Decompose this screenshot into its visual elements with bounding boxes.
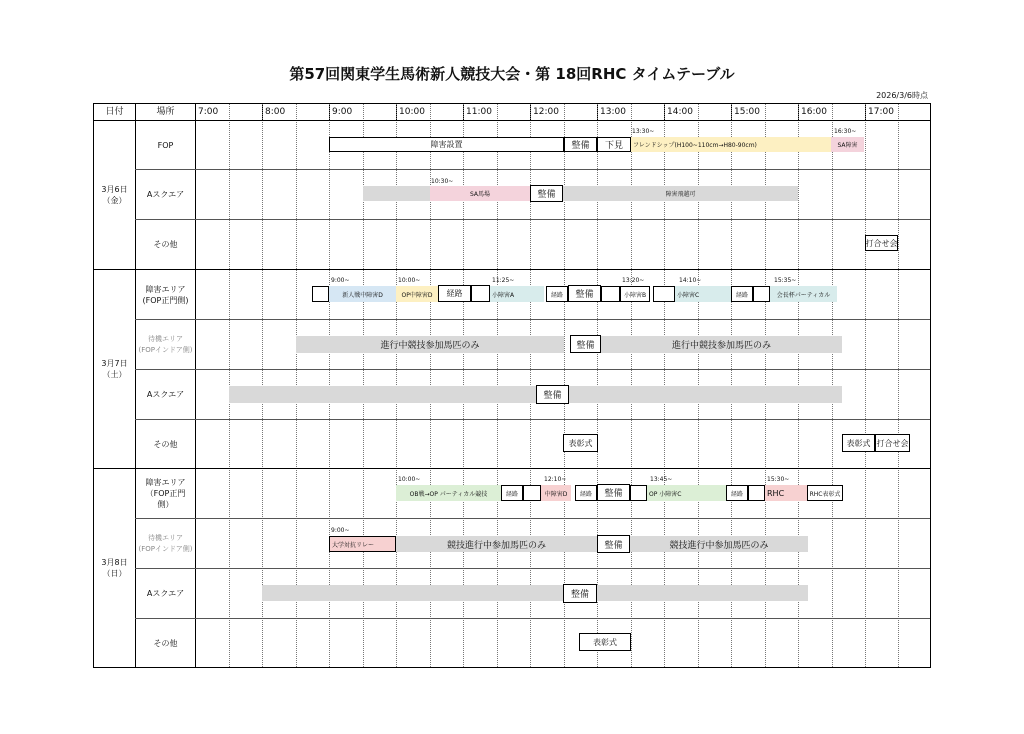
event-award-ceremony: 表彰式 (579, 633, 631, 651)
time-label: 15:35~ (774, 277, 797, 284)
day-label-0308: 3月8日 （日） (101, 558, 128, 578)
header-time-1100: 11:00 (466, 107, 492, 117)
header-time-1500: 15:00 (734, 107, 760, 117)
place-other: その他 (153, 638, 178, 648)
event-course-change: 経路 (438, 285, 471, 302)
event-jumping-allowed: 障害飛越可 (563, 186, 798, 201)
event-maintenance: 整備 (563, 584, 597, 603)
time-label: 13:20~ (622, 277, 645, 284)
header-time-1000: 10:00 (399, 107, 425, 117)
time-label: 16:30~ (834, 128, 857, 135)
event-meeting: 打合せ会 (865, 235, 898, 251)
event-maintenance: 整備 (530, 185, 563, 202)
place-other: その他 (153, 439, 178, 449)
event-blank (601, 286, 620, 302)
event-university-relay: 大学対抗リレー (329, 536, 396, 552)
event-rhc-award: RHC表彰式 (807, 485, 843, 501)
event-maintenance: 整備 (568, 285, 601, 302)
event-obstacle-setup: 障害設置 (329, 137, 564, 152)
as-of-date: 2026/3/6時点 (876, 91, 928, 100)
event-small-obstacle-b: 小障害B (620, 286, 650, 302)
event-blank (312, 286, 329, 302)
event-maintenance: 整備 (570, 335, 601, 353)
header-time-0800: 8:00 (265, 107, 286, 117)
event-gray-block (262, 585, 808, 601)
day-label-0306: 3月6日 （金） (101, 185, 128, 205)
time-label: 13:30~ (632, 128, 655, 135)
event-maintenance: 整備 (597, 535, 630, 553)
event-ob-op-puissance: OB戦→OP パーティカル競技 (396, 485, 501, 501)
event-in-progress-only: 競技進行中参加馬匹のみ (396, 536, 597, 552)
event-president-cup: 会長杯パーティカル (770, 286, 837, 302)
header-time-1200: 12:00 (533, 107, 559, 117)
place-fop: FOP (157, 140, 174, 150)
event-op-small-obstacle-c: OP 小障害C (647, 485, 726, 501)
time-label: 9:00~ (331, 277, 350, 284)
header-time-1700: 17:00 (868, 107, 894, 117)
header-time-1600: 16:00 (801, 107, 827, 117)
place-obstacle-area: 障害エリア （FOP正門 側） (145, 478, 186, 509)
event-gray-block (363, 186, 430, 201)
event-course-walk: 下見 (597, 137, 631, 152)
event-novice-mid-obstacle-d: 新人戦中障害D (329, 286, 396, 302)
event-blank (653, 286, 675, 302)
event-blank (753, 286, 770, 302)
time-label: 13:45~ (650, 476, 673, 483)
time-label: 10:00~ (398, 476, 421, 483)
event-sa-obstacle: SA障害 (831, 137, 864, 152)
time-label: 12:10~ (544, 476, 567, 483)
time-label: 15:30~ (767, 476, 790, 483)
event-in-progress-only: 進行中競技参加馬匹のみ (296, 336, 564, 353)
time-label: 10:30~ (431, 178, 454, 185)
event-mid-obstacle-d: 中障害D (541, 485, 571, 501)
event-swap: 経路 (546, 286, 568, 302)
event-swap: 経路 (575, 485, 597, 501)
time-label: 9:00~ (331, 527, 350, 534)
place-obstacle-area: 障害エリア (FOP正門側) (142, 284, 189, 305)
event-maintenance: 整備 (597, 484, 630, 501)
event-in-progress-only: 競技進行中参加馬匹のみ (630, 536, 808, 552)
header-place: 場所 (156, 107, 175, 117)
event-blank (748, 485, 765, 501)
event-sa-dressage: SA馬場 (430, 186, 530, 201)
event-blank (523, 485, 541, 501)
event-meeting: 打合せ会 (875, 434, 910, 452)
event-maintenance: 整備 (536, 385, 569, 404)
header-time-1400: 14:00 (667, 107, 693, 117)
event-rhc: RHC (765, 485, 807, 501)
event-small-obstacle-c: 小障害C (675, 286, 731, 302)
place-a-square: Aスクエア (146, 190, 185, 199)
page-title: 第57回関東学生馬術新人競技大会・第 18回RHC タイムテーブル (289, 65, 735, 83)
event-swap: 経路 (501, 485, 523, 501)
place-a-square: Aスクエア (146, 390, 185, 399)
event-award-ceremony: 表彰式 (842, 434, 875, 452)
event-blank (630, 485, 647, 501)
header-time-0900: 9:00 (332, 107, 353, 117)
time-label: 10:00~ (398, 277, 421, 284)
day-label-0307: 3月7日 （土） (101, 359, 128, 379)
event-op-mid-obstacle-d: OP中障害D (396, 286, 438, 302)
event-in-progress-only: 進行中競技参加馬匹のみ (601, 336, 842, 353)
event-swap: 経路 (731, 286, 753, 302)
time-label: 11:25~ (492, 277, 515, 284)
time-label: 14:10~ (679, 277, 702, 284)
event-small-obstacle-a: 小障害A (490, 286, 544, 302)
place-other: その他 (153, 240, 178, 249)
place-waiting-area: 待機エリア (FOPインドア側) (138, 334, 193, 354)
header-time-1300: 13:00 (600, 107, 626, 117)
place-waiting-area: 待機エリア (FOPインドア側) (138, 533, 193, 553)
event-blank (471, 285, 490, 302)
header-date: 日付 (105, 107, 124, 117)
event-swap: 経路 (726, 485, 748, 501)
event-friendship: フレンドシップ(H100~110cm→H80-90cm) (631, 137, 831, 152)
event-maintenance: 整備 (564, 137, 597, 152)
place-a-square: Aスクエア (146, 589, 185, 598)
timetable-grid (93, 103, 931, 668)
header-time-0700: 7:00 (198, 107, 219, 117)
event-award-ceremony: 表彰式 (563, 434, 598, 452)
